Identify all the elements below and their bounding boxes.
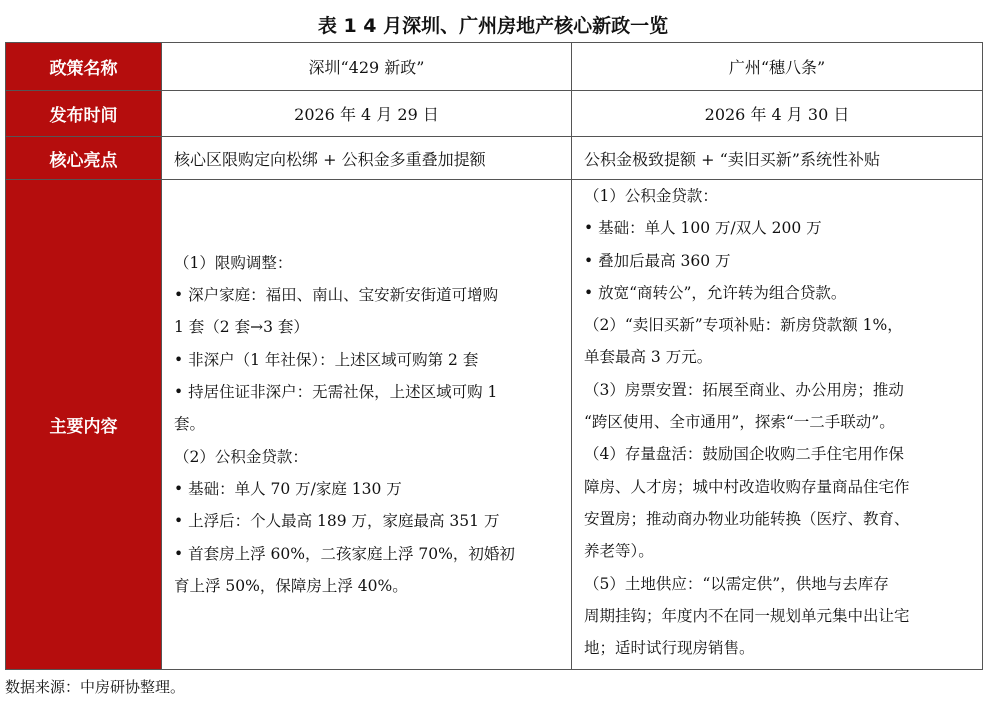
content-line: （1）公积金贷款： <box>584 187 718 205</box>
content-line: （2）“卖旧买新”专项补贴：新房贷款额 1%， <box>584 316 903 335</box>
shenzhen-policy-name: 深圳“429 新政” <box>162 43 572 91</box>
content-line: • 基础：单人 100 万/双人 200 万 <box>584 219 822 238</box>
shenzhen-highlights: 核心区限购定向松绑 + 公积金多重叠加提额 <box>162 137 572 180</box>
content-line: “跨区使用、全市通用”，探索“一二手联动”。 <box>584 413 895 432</box>
content-line: 套。 <box>174 415 206 434</box>
content-line: 育上浮 50%，保障房上浮 40%。 <box>174 576 408 595</box>
content-line: • 放宽“商转公”，允许转为组合贷款。 <box>584 283 847 302</box>
table-row <box>6 137 983 180</box>
content-line: 1 套（2 套→3 套） <box>174 318 309 337</box>
guangzhou-policy-name: 广州“穗八条” <box>572 43 983 91</box>
content-line: • 叠加后最高 360 万 <box>584 251 731 270</box>
table-row <box>6 91 983 137</box>
row-label-main-content: 主要内容 <box>6 180 162 670</box>
content-line: • 基础：单人 70 万/家庭 130 万 <box>174 479 402 498</box>
shenzhen-release-date: 2026 年 4 月 29 日 <box>162 91 572 137</box>
guangzhou-main-content <box>572 180 983 670</box>
content-line: 周期挂钩；年度内不在同一规划单元集中出让宅 <box>584 606 910 625</box>
content-line: • 首套房上浮 60%，二孩家庭上浮 70%，初婚初 <box>174 544 515 563</box>
content-line: 安置房；推动商办物业功能转换（医疗、教育、 <box>584 509 910 528</box>
row-label-highlights: 核心亮点 <box>6 137 162 180</box>
content-line: • 持居住证非深户：无需社保，上述区域可购 1 <box>174 383 498 402</box>
content-line: 障房、人才房；城中村改造收购存量商品住宅作 <box>584 477 910 496</box>
content-line: 单套最高 3 万元。 <box>584 348 713 367</box>
content-line: （2）公积金贷款： <box>174 447 308 466</box>
shenzhen-main-content <box>162 180 572 670</box>
table-row <box>6 180 983 670</box>
content-line: • 非深户（1 年社保）：上述区域可购第 2 套 <box>174 350 479 369</box>
content-line: • 上浮后：个人最高 189 万，家庭最高 351 万 <box>174 512 500 531</box>
content-line: （3）房票安置：拓展至商业、办公用房；推动 <box>584 380 904 399</box>
table-title: 表 1 4 月深圳、广州房地产核心新政一览 <box>317 15 669 37</box>
row-label-policy-name: 政策名称 <box>6 43 162 91</box>
content-line: • 深户家庭：福田、南山、宝安新安街道可增购 <box>174 286 499 305</box>
guangzhou-release-date: 2026 年 4 月 30 日 <box>572 91 983 137</box>
content-line: （5）土地供应：“以需定供”，供地与去库存 <box>584 574 889 593</box>
content-line: 养老等）。 <box>584 542 654 561</box>
content-line: （1）限购调整： <box>174 253 293 272</box>
data-source-note: 数据来源：中房研协整理。 <box>5 678 186 696</box>
table-row <box>6 43 983 91</box>
policy-table <box>5 42 983 670</box>
guangzhou-highlights: 公积金极致提额 + “卖旧买新”系统性补贴 <box>572 137 983 180</box>
row-label-release-date: 发布时间 <box>6 91 162 137</box>
content-line: （4）存量盘活：鼓励国企收购二手住宅用作保 <box>584 445 904 464</box>
content-line: 地；适时试行现房销售。 <box>584 639 755 658</box>
